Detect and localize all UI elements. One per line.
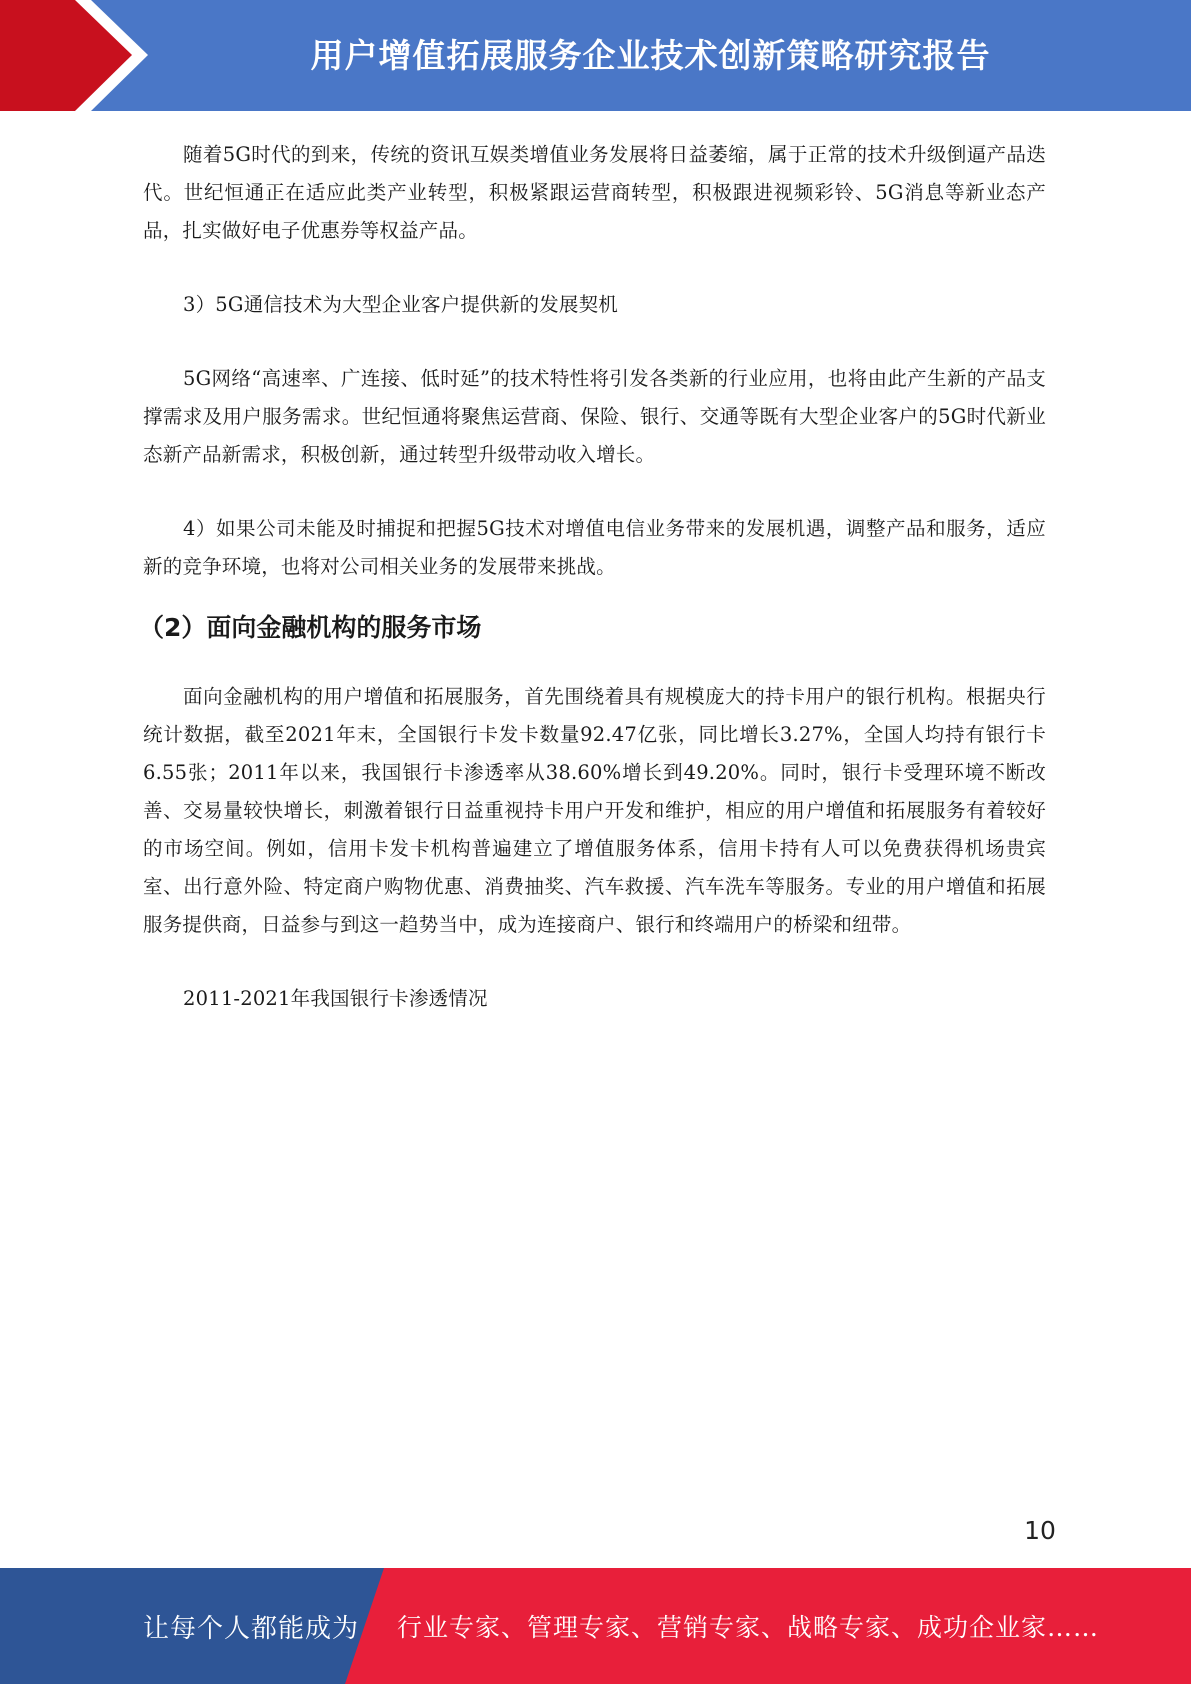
section-heading: （2）面向金融机构的服务市场 — [139, 613, 482, 642]
paragraph-5g-era: 随着5G时代的到来，传统的资讯互娱类增值业务发展将日益萎缩，属于正常的技术升级倒逼产品迭代。世纪恒通正在适应此类产业转型，积极紧跟运营商转型，积极跟进视频彩铃、5G消息等新业态产品，扎实做好电子优惠券等权益产品。 — [143, 143, 1046, 242]
footer-slogan-left: 让每个人都能成为 — [143, 1613, 360, 1644]
page-footer — [0, 1568, 1191, 1684]
figure-caption: 2011-2021年我国银行卡渗透情况 — [183, 987, 488, 1010]
page-content — [139, 136, 1046, 1018]
paragraph-item-4: 4）如果公司未能及时捕捉和把握5G技术对增值电信业务带来的发展机遇，调整产品和服务，适应新的竞争环境，也将对公司相关业务的发展带来挑战。 — [143, 517, 1046, 578]
document-title: 用户增值拓展服务企业技术创新策略研究报告 — [310, 35, 991, 75]
page-header — [0, 0, 1191, 111]
paragraph-5g-network: 5G网络“高速率、广连接、低时延”的技术特性将引发各类新的行业应用，也将由此产生新的产品支撑需求及用户服务需求。世纪恒通将聚焦运营商、保险、银行、交通等既有大型企业客户的5G时代新业态新产品新需求，积极创新，通过转型升级带动收入增长。 — [143, 367, 1046, 466]
page-number: 10 — [1024, 1516, 1056, 1545]
footer-slogan-right: 行业专家、管理专家、营销专家、战略专家、成功企业家…… — [397, 1613, 1100, 1642]
paragraph-item-3: 3）5G通信技术为大型企业客户提供新的发展契机 — [183, 293, 618, 316]
paragraph-financial-market: 面向金融机构的用户增值和拓展服务，首先围绕着具有规模庞大的持卡用户的银行机构。根据央行统计数据，截至2021年末，全国银行卡发卡数量92.47亿张，同比增长3.27%，全国人均持有银行卡6.55张；2011年以来，我国银行卡渗透率从38.60%增长到49.20%。同时，银行卡受理环境不断改善、交易量较快增长，刺激着银行日益重视持卡用户开发和维护，相应的用户增值和拓展服务有着较好的市场空间。例如，信用卡发卡机构普遍建立了增值服务体系，信用卡持有人可以免费获得机场贵宾室、出行意外险、特定商户购物优惠、消费抽奖、汽车救援、汽车洗车等服务。专业的用户增值和拓展服务提供商，日益参与到这一趋势当中，成为连接商户、银行和终端用户的桥梁和纽带。 — [143, 685, 1046, 936]
